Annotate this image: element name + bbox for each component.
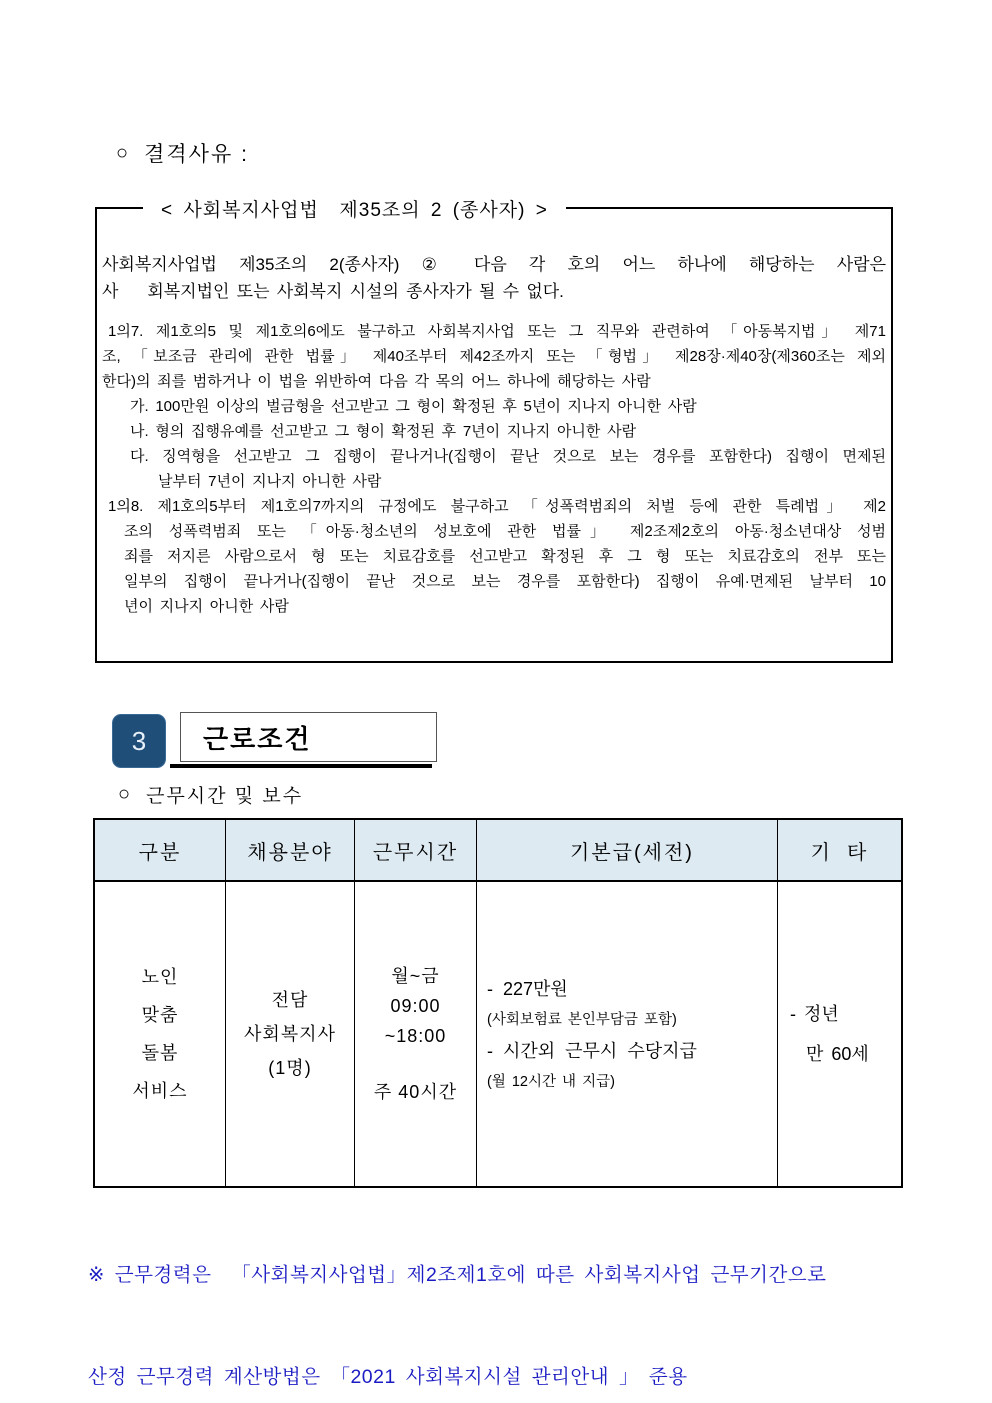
disqualification-heading [116,138,249,168]
header-cell-category: 구분 [95,820,226,880]
legal-text-box [95,200,893,663]
legal-box-legend: < 사회복지사업법 제35조의 2 (종사자) > [143,195,566,222]
header-cell-field: 채용분야 [226,820,355,880]
legal-line: 조의 성폭력범죄 또는 「아동·청소년의 성보호에 관한 법률」 제2조제2호의 아동·청소년대상 성범 [124,523,886,540]
legal-line: 사 회복지법인 또는 사회복지 시설의 종사자가 될 수 없다. [102,282,564,301]
legal-line: 사회복지사업법 제35조의 2(종사자) ② 다음 각 호의 어느 하나에 해당하는 사람은 [102,255,886,274]
legal-line: 1의8. 제1호의5부터 제1호의7까지의 규정에도 불구하고 「성폭력범죄의 처벌 등에 관한 특례법」 제2 [108,498,886,515]
circle-bullet-icon: ○ [116,141,131,164]
disqualification-title: 결격사유 : [144,143,249,166]
work-hours-subheading [118,781,303,808]
header-cell-hours: 근무시간 [355,820,477,880]
cell-etc: - 정년 만 60세 [790,1004,869,1064]
section-title-underline [170,764,432,768]
subheading-label: 근무시간 및 보수 [146,786,304,807]
legal-line: 1의7. 제1호의5 및 제1호의6에도 불구하고 사회복지사업 또는 그 직무와 관련하여 「아동복지법」 제71 [108,323,886,340]
legal-line: 년이 지나지 아니한 사람 [124,598,289,615]
section-title-box [180,712,437,762]
section-number-badge: 3 [112,714,166,768]
legal-line: 날부터 7년이 지나지 아니한 사람 [158,473,382,490]
legal-line: 가. 100만원 이상의 벌금형을 선고받고 그 형이 확정된 후 5년이 지나지 아니한 사람 [130,398,697,415]
legal-line: 일부의 집행이 끝나거나(집행이 끝난 것으로 보는 경우를 포함한다) 집행이 유예·면제된 날부터 10 [124,573,886,590]
legal-line: 나. 형의 집행유예를 선고받고 그 형이 확정된 후 7년이 지나지 아니한 사람 [130,423,637,440]
legal-line: 한다)의 죄를 범하거나 이 법을 위반하여 다음 각 목의 어느 하나에 해당하는 사람 [102,373,651,390]
cell-category: 노인 맞춤 돌봄 서비스 [95,882,226,1186]
table-row [95,882,901,1186]
cell-field: 전담 사회복지사 (1명) [226,882,355,1186]
legal-box-content [97,209,891,619]
header-cell-etc: 기 타 [810,841,869,864]
header-cell-base-pay: 기본급(세전) [477,820,778,880]
table-header-row [95,820,901,882]
footnote [88,1190,826,1403]
circle-bullet-icon: ○ [118,783,133,805]
legal-line: 다. 징역형을 선고받고 그 집행이 끝나거나(집행이 끝난 것으로 보는 경우를 포함한다) 집행이 면제된 [130,448,886,465]
section-title: 근로조건 [203,723,312,754]
footnote-line: ※ 근무경력은 「사회복지사업법」제2조제1호에 따른 사회복지사업 근무기간으로 [88,1264,827,1286]
cell-base-pay: - 227만원 (사회보험료 본인부담금 포함) - 시간외 근무시 수당지급 (월 12시간 내 지급) [477,882,778,1186]
legal-line: 조, 「보조금 관리에 관한 법률」 제40조부터 제42조까지 또는 「형법」 제28장·제40장(제360조는 제외 [102,348,887,365]
legal-line: 죄를 저지른 사람으로서 형 또는 치료감호를 선고받고 확정된 후 그 형 또는 치료감호의 전부 또는 [124,548,886,565]
cell-hours: 월~금 09:00 ~18:00 주 40시간 [355,882,477,1186]
working-conditions-table [93,818,903,1188]
footnote-line: 산정 근무경력 계산방법은 「2021 사회복지시설 관리안내 」 준용 [88,1366,688,1388]
